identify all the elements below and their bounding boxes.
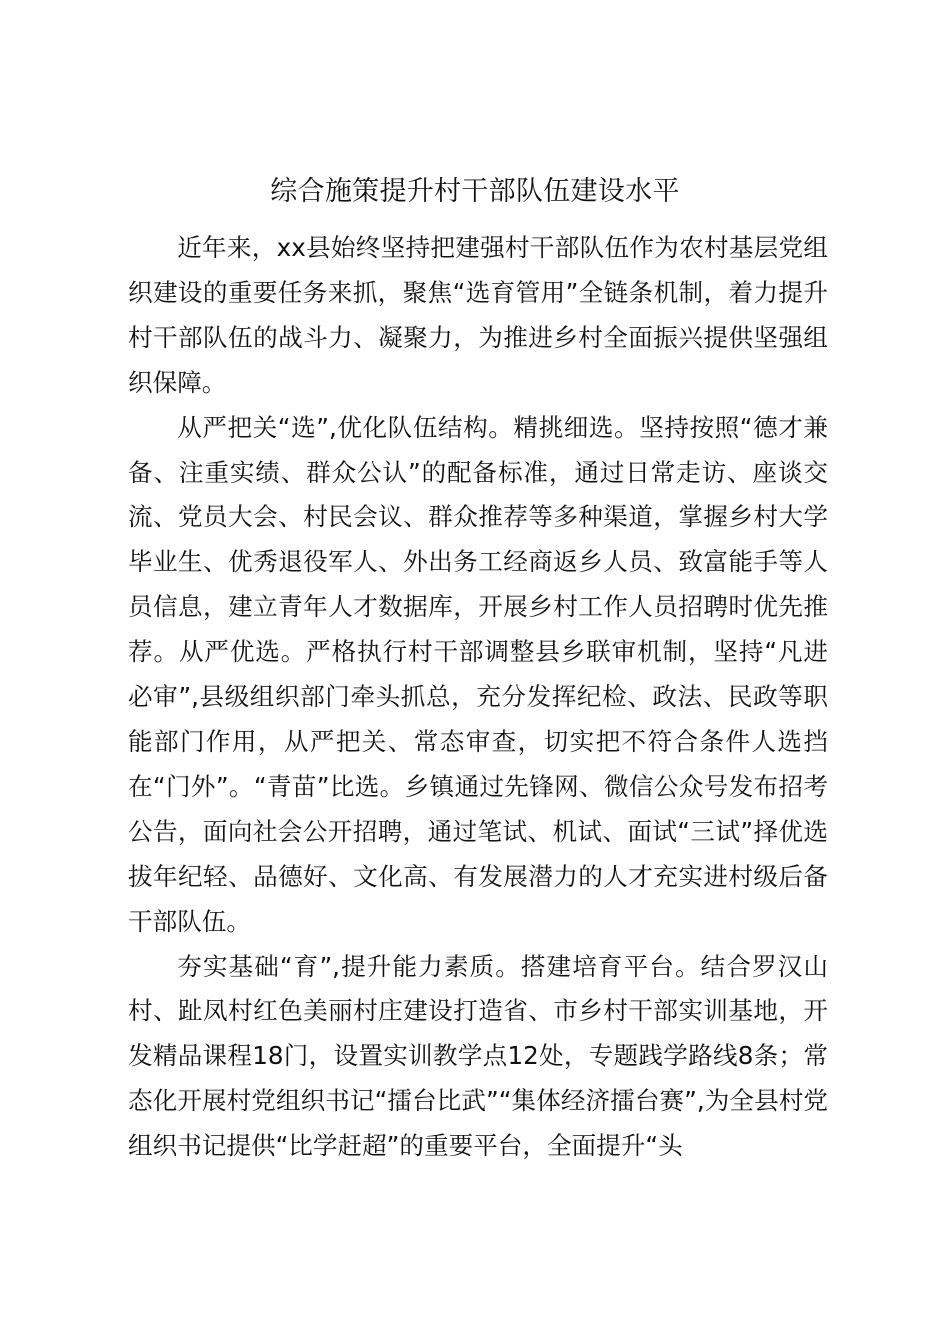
document-body [128,226,828,1169]
paragraph-selection: 从严把关“选”,优化队伍结构。精挑细选。坚持按照“德才兼备、注重实绩、群众公认”的配备标准，通过日常走访、座谈交流、党员大会、村民会议、群众推荐等多种渠道，掌握乡村大学毕业生、优秀退役军人、外出务工经商返乡人员、致富能手等人员信息，建立青年人才数据库，开展乡村工作人员招聘时优先推荐。从严优选。严格执行村干部调整县乡联审机制，坚持“凡进必审”,县级组织部门牵头抓总，充分发挥纪检、政法、民政等职能部门作用，从严把关、常态审查，切实把不符合条件人选挡在“门外”。“青苗”比选。乡镇通过先锋网、微信公众号发布招考公告，面向社会公开招聘，通过笔试、机试、面试“三试”择优选拔年纪轻、品德好、文化高、有发展潜力的人才充实进村级后备干部队伍。 [128,412,828,936]
document-title: 综合施策提升村干部队伍建设水平 [270,176,680,207]
paragraph-intro: 近年来，xx县始终坚持把建强村干部队伍作为农村基层党组织建设的重要任务来抓，聚焦“选育管用”全链条机制，着力提升村干部队伍的战斗力、凝聚力，为推进乡村全面振兴提供坚强组织保障。 [128,233,828,397]
paragraph-training: 夯实基础“育”,提升能力素质。搭建培育平台。结合罗汉山村、趾凤村红色美丽村庄建设打造省、市乡村干部实训基地，开发精品课程18门，设置实训教学点12处，专题践学路线8条；常态化开展村党组织书记“擂台比武”“集体经济擂台赛”,为全县村党组织书记提供“比学赶超”的重要平台，全面提升“头 [128,951,828,1161]
